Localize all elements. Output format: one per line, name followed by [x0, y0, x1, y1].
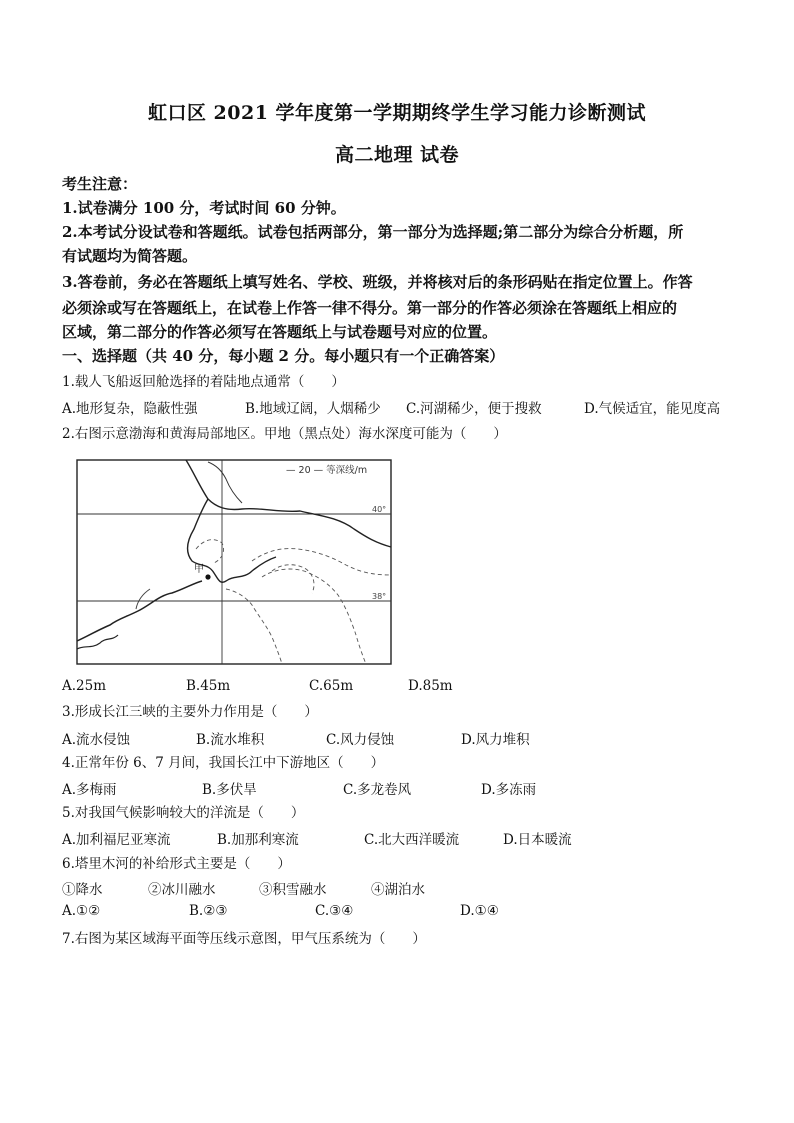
map-point-label: 甲 — [194, 564, 204, 575]
question-7-stem: 7.右图为某区域海平面等压线示意图，甲气压系统为（ ） — [62, 931, 426, 947]
question-3-option-b: B.流水堆积 — [196, 732, 265, 748]
question-1-stem: 1.载人飞船返回舱选择的着陆地点通常（ ） — [62, 374, 345, 390]
question-4-option-c: C.多龙卷风 — [343, 782, 412, 798]
question-1-option-a: A.地形复杂，隐蔽性强 — [62, 401, 198, 417]
notice-item-3-line-3: 区域，第二部分的作答必须写在答题纸上与试卷题号对应的位置。 — [62, 323, 498, 341]
question-6-stem: 6.塔里木河的补给形式主要是（ ） — [62, 856, 291, 872]
notice-heading: 考生注意： — [62, 175, 138, 193]
question-5-option-a: A.加利福尼亚寒流 — [62, 832, 171, 848]
question-3-option-d: D.风力堆积 — [461, 732, 530, 748]
question-1-option-d: D.气候适宜，能见度高 — [584, 401, 721, 417]
question-2-stem: 2.右图示意渤海和黄海局部地区。甲地（黑点处）海水深度可能为（ ） — [62, 426, 507, 442]
map-latitude-40: 40° — [372, 505, 387, 514]
question-5-option-b: B.加那利寒流 — [217, 832, 299, 848]
question-6-option-a: A.①② — [62, 903, 101, 919]
question-2-option-a: A.25m — [62, 678, 107, 694]
question-5-stem: 5.对我国气候影响较大的洋流是（ ） — [62, 805, 305, 821]
map-latitude-38: 38° — [372, 592, 387, 601]
question-1-option-c: C.河湖稀少，便于搜救 — [406, 401, 542, 417]
question-2-option-b: B.45m — [186, 678, 231, 694]
question-3-option-a: A.流水侵蚀 — [62, 732, 131, 748]
question-3-stem: 3.形成长江三峡的主要外力作用是（ ） — [62, 704, 318, 720]
question-6-source-2: ②冰川融水 — [148, 882, 216, 898]
question-2-option-d: D.85m — [408, 678, 453, 694]
map-legend: — 20 — 等深线/m — [286, 465, 368, 476]
question-1-option-b: B.地域辽阔，人烟稀少 — [245, 401, 381, 417]
question-6-source-3: ③积雪融水 — [259, 882, 327, 898]
notice-item-2-line-2: 有试题均为简答题。 — [62, 247, 198, 265]
section-1-heading: 一、选择题（共 40 分，每小题 2 分。每小题只有一个正确答案） — [62, 347, 505, 365]
question-4-option-d: D.多冻雨 — [481, 782, 537, 798]
notice-item-1: 1.试卷满分 100 分，考试时间 60 分钟。 — [62, 199, 346, 217]
question-4-option-a: A.多梅雨 — [62, 782, 117, 798]
notice-item-3-line-1: 3.答卷前，务必在答题纸上填写姓名、学校、班级，并将核对后的条形码贴在指定位置上。作答 — [62, 273, 693, 291]
question-6-option-c: C.③④ — [315, 903, 354, 919]
question-3-option-c: C.风力侵蚀 — [326, 732, 395, 748]
notice-item-3-line-2: 必须涂或写在答题纸上，在试卷上作答一律不得分。第一部分的作答必须涂在答题纸上相应的 — [62, 299, 678, 317]
question-5-option-c: C.北大西洋暖流 — [364, 832, 460, 848]
question-4-option-b: B.多伏旱 — [202, 782, 257, 798]
question-6-source-1: ①降水 — [62, 882, 103, 898]
question-4-stem: 4.正常年份 6、7 月间，我国长江中下游地区（ ） — [62, 755, 385, 771]
question-6-source-4: ④湖泊水 — [371, 882, 425, 898]
question-2-option-c: C.65m — [309, 678, 354, 694]
question-6-option-b: B.②③ — [189, 903, 228, 919]
exam-subtitle: 高二地理 试卷 — [334, 144, 460, 166]
question-6-option-d: D.①④ — [460, 903, 499, 919]
question-5-option-d: D.日本暖流 — [503, 832, 572, 848]
exam-title: 虹口区 2021 学年度第一学期期终学生学习能力诊断测试 — [147, 102, 647, 124]
bohai-yellow-sea-map — [76, 459, 392, 665]
notice-item-2-line-1: 2.本考试分设试卷和答题纸。试卷包括两部分，第一部分为选择题;第二部分为综合分析题，所 — [62, 223, 684, 241]
